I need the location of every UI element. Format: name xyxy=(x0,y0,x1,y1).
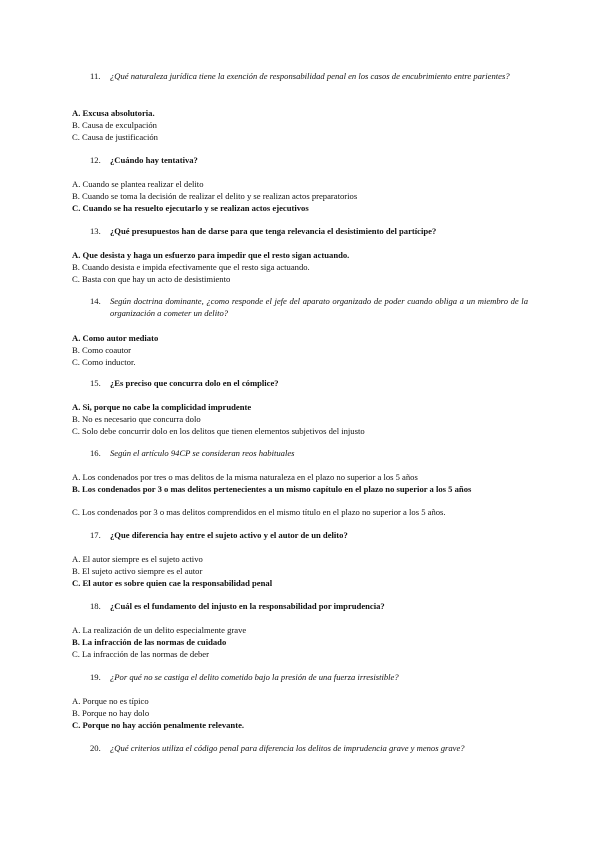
option-14-a xyxy=(72,333,528,345)
option-11-c xyxy=(72,132,528,144)
question-number: 16. xyxy=(90,448,101,458)
option-13-c xyxy=(72,274,528,286)
option-text: El sujeto activo siempre es el autor xyxy=(82,566,203,576)
question-number: 17. xyxy=(90,530,101,540)
option-letter: A. xyxy=(72,472,81,482)
option-15-c xyxy=(72,426,528,438)
option-12-a xyxy=(72,179,528,191)
question-text: ¿Es preciso que concurra dolo en el cómplice? xyxy=(110,378,279,388)
question-text: ¿Que diferencia hay entre el sujeto activo y el autor de un delito? xyxy=(110,530,348,540)
option-letter: A. xyxy=(72,625,81,635)
option-text: Solo debe concurrir dolo en los delitos que tienen elementos subjetivos del injusto xyxy=(82,426,365,436)
option-letter: A. xyxy=(72,108,81,118)
option-text: Cuando se plantea realizar el delito xyxy=(82,179,204,189)
option-13-b xyxy=(72,262,528,274)
question-19 xyxy=(90,672,528,684)
option-16-b xyxy=(72,484,528,496)
option-letter: B. xyxy=(72,637,80,647)
option-letter: C. xyxy=(72,507,80,517)
option-text: La realización de un delito especialmente grave xyxy=(82,625,247,635)
question-number: 15. xyxy=(90,378,101,388)
question-13 xyxy=(90,226,528,238)
question-11 xyxy=(90,71,528,83)
option-letter: B. xyxy=(72,262,80,272)
question-number: 18. xyxy=(90,601,101,611)
option-text: Basta con que hay un acto de desistimiento xyxy=(82,274,231,284)
option-letter: A. xyxy=(72,179,81,189)
option-11-b xyxy=(72,120,528,132)
option-text: Los condenados por tres o mas delitos de la misma naturaleza en el plazo no superior a los 5 años xyxy=(82,472,418,482)
option-text: Porque no es típico xyxy=(82,696,149,706)
option-15-a xyxy=(72,402,528,414)
question-number: 11. xyxy=(90,71,101,81)
question-number: 14. xyxy=(90,296,101,306)
question-15 xyxy=(90,378,528,390)
question-number: 12. xyxy=(90,155,101,165)
question-20 xyxy=(90,743,528,755)
option-letter: B. xyxy=(72,484,80,494)
question-text: Según doctrina dominante, ¿como responde el jefe del aparato organizado de poder cuando obliga a un miembro de la organización a cometer un delito? xyxy=(110,296,528,318)
option-14-c xyxy=(72,357,528,369)
option-18-a xyxy=(72,625,528,637)
option-letter: C. xyxy=(72,357,80,367)
option-text: Como autor mediato xyxy=(82,333,159,343)
question-text: ¿Qué presupuestos han de darse para que tenga relevancia el desistimiento del partícipe? xyxy=(110,226,437,236)
option-12-b xyxy=(72,191,528,203)
option-text: La infracción de las normas de cuidado xyxy=(82,637,227,647)
option-letter: C. xyxy=(72,720,81,730)
question-17 xyxy=(90,530,528,542)
option-letter: C. xyxy=(72,274,80,284)
option-text: Como inductor. xyxy=(82,357,136,367)
option-letter: C. xyxy=(72,578,81,588)
option-letter: C. xyxy=(72,203,81,213)
question-text: Según el artículo 94CP se consideran reos habituales xyxy=(110,448,295,458)
option-text: Porque no hay acción penalmente relevante. xyxy=(82,720,245,730)
option-text: No es necesario que concurra dolo xyxy=(82,414,201,424)
option-letter: C. xyxy=(72,649,80,659)
option-letter: B. xyxy=(72,566,80,576)
option-letter: A. xyxy=(72,250,81,260)
option-letter: B. xyxy=(72,191,80,201)
option-text: La infracción de las normas de deber xyxy=(82,649,209,659)
option-letter: A. xyxy=(72,696,81,706)
question-text: ¿Qué criterios utiliza el código penal para diferencia los delitos de imprudencia grave y menos grave? xyxy=(110,743,465,753)
option-text: Los condenados por 3 o mas delitos pertenecientes a un mismo capítulo en el plazo no superior a los 5 años xyxy=(82,484,472,494)
option-15-b xyxy=(72,414,528,426)
option-17-c xyxy=(72,578,528,590)
option-16-c xyxy=(72,507,528,519)
question-16 xyxy=(90,448,528,460)
option-17-a xyxy=(72,554,528,566)
option-18-c xyxy=(72,649,528,661)
option-text: Cuando desista e impida efectivamente que el resto siga actuando. xyxy=(82,262,310,272)
option-text: Causa de justificación xyxy=(82,132,158,142)
question-14 xyxy=(90,296,528,319)
option-text: Como coautor xyxy=(82,345,131,355)
question-number: 19. xyxy=(90,672,101,682)
question-number: 13. xyxy=(90,226,101,236)
option-text: El autor siempre es el sujeto activo xyxy=(82,554,203,564)
question-text: ¿Qué naturaleza jurídica tiene la exención de responsabilidad penal en los casos de encubrimiento entre parientes? xyxy=(110,71,510,81)
option-text: Que desista y haga un esfuerzo para impedir que el resto sigan actuando. xyxy=(82,250,350,260)
option-text: Porque no hay dolo xyxy=(82,708,150,718)
option-19-a xyxy=(72,696,528,708)
question-text: ¿Cuándo hay tentativa? xyxy=(110,155,198,165)
option-18-b xyxy=(72,637,528,649)
option-letter: B. xyxy=(72,345,80,355)
option-text: Los condenados por 3 o mas delitos comprendidos en el mismo título en el plazo no superior a los 5 años. xyxy=(82,507,446,517)
option-letter: B. xyxy=(72,708,80,718)
option-19-b xyxy=(72,708,528,720)
option-letter: C. xyxy=(72,426,80,436)
option-text: Cuando se ha resuelto ejecutarlo y se realizan actos ejecutivos xyxy=(82,203,309,213)
option-text: Cuando se toma la decisión de realizar el delito y se realizan actos preparatorios xyxy=(82,191,358,201)
option-text: El autor es sobre quien cae la responsabilidad penal xyxy=(82,578,273,588)
question-number: 20. xyxy=(90,743,101,753)
option-letter: A. xyxy=(72,333,81,343)
question-12 xyxy=(90,155,528,167)
option-letter: C. xyxy=(72,132,80,142)
option-12-c xyxy=(72,203,528,215)
option-16-a xyxy=(72,472,528,484)
question-text: ¿Por qué no se castiga el delito cometido bajo la presión de una fuerza irresistible? xyxy=(110,672,399,682)
option-11-a xyxy=(72,108,528,120)
option-19-c xyxy=(72,720,528,732)
option-13-a xyxy=(72,250,528,262)
option-14-b xyxy=(72,345,528,357)
question-text: ¿Cuál es el fundamento del injusto en la responsabilidad por imprudencia? xyxy=(110,601,385,611)
option-letter: A. xyxy=(72,402,81,412)
option-text: Causa de exculpación xyxy=(82,120,157,130)
option-text: Excusa absolutoria. xyxy=(82,108,155,118)
question-18 xyxy=(90,601,528,613)
option-17-b xyxy=(72,566,528,578)
option-text: Si, porque no cabe la complicidad imprudente xyxy=(82,402,252,412)
option-letter: B. xyxy=(72,120,80,130)
option-letter: A. xyxy=(72,554,81,564)
option-letter: B. xyxy=(72,414,80,424)
